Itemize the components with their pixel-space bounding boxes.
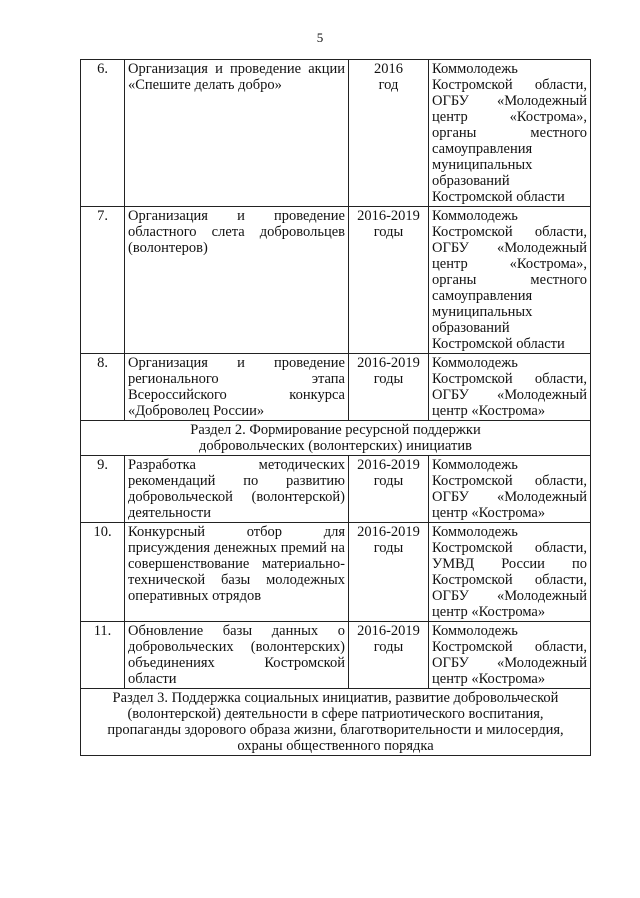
table-row <box>81 60 591 207</box>
table-row <box>81 207 591 354</box>
event-responsible: Коммолодежь Костромской области, УМВД России по Костромской области, ОГБУ «Молодежный центр «Кострома» <box>429 523 591 622</box>
events-table <box>80 59 591 756</box>
row-number: 10. <box>81 523 125 622</box>
event-name: Организация и проведение областного слета добровольцев (волонтеров) <box>125 207 349 354</box>
event-responsible: Коммолодежь Костромской области, ОГБУ «Молодежный центр «Кострома», органы местного самоуправления муниципальных образований Костромской области <box>429 207 591 354</box>
row-number: 6. <box>81 60 125 207</box>
event-responsible: Коммолодежь Костромской области, ОГБУ «Молодежный центр «Кострома» <box>429 622 591 689</box>
table-row <box>81 354 591 421</box>
event-name: Разработка методических рекомендаций по развитию добровольческой (волонтерской) деятельности <box>125 456 349 523</box>
event-responsible: Коммолодежь Костромской области, ОГБУ «Молодежный центр «Кострома», органы местного самоуправления муниципальных образований Костромской области <box>429 60 591 207</box>
table-row <box>81 456 591 523</box>
row-number: 11. <box>81 622 125 689</box>
event-name: Обновление базы данных о добровольческих (волонтерских) объединениях Костромской области <box>125 622 349 689</box>
event-name: Конкурсный отбор для присуждения денежных премий на совершенствование материально-технической базы молодежных оперативных отрядов <box>125 523 349 622</box>
event-name: Организация и проведение регионального этапа Всероссийского конкурса «Доброволец России» <box>125 354 349 421</box>
row-number: 9. <box>81 456 125 523</box>
table-row <box>81 523 591 622</box>
table-row <box>81 622 591 689</box>
event-name: Организация и проведение акции «Спешите делать добро» <box>125 60 349 207</box>
section-header-row <box>81 421 591 456</box>
event-term: 2016 год <box>349 60 429 207</box>
page-number: 5 <box>316 30 324 45</box>
row-number: 8. <box>81 354 125 421</box>
event-term: 2016-2019 годы <box>349 456 429 523</box>
event-term: 2016-2019 годы <box>349 523 429 622</box>
event-term: 2016-2019 годы <box>349 354 429 421</box>
event-responsible: Коммолодежь Костромской области, ОГБУ «Молодежный центр «Кострома» <box>429 456 591 523</box>
event-responsible: Коммолодежь Костромской области, ОГБУ «Молодежный центр «Кострома» <box>429 354 591 421</box>
section-3-title: Раздел 3. Поддержка социальных инициатив, развитие добровольческой (волонтерской) деятельности в сфере патриотического воспитания, пропаганды здорового образа жизни, благотворительности и милосердия, охраны общественного порядка <box>81 689 591 756</box>
row-number: 7. <box>81 207 125 354</box>
event-term: 2016-2019 годы <box>349 622 429 689</box>
event-term: 2016-2019 годы <box>349 207 429 354</box>
section-2-title: Раздел 2. Формирование ресурсной поддержки добровольческих (волонтерских) инициатив <box>81 421 591 456</box>
section-header-row <box>81 689 591 756</box>
